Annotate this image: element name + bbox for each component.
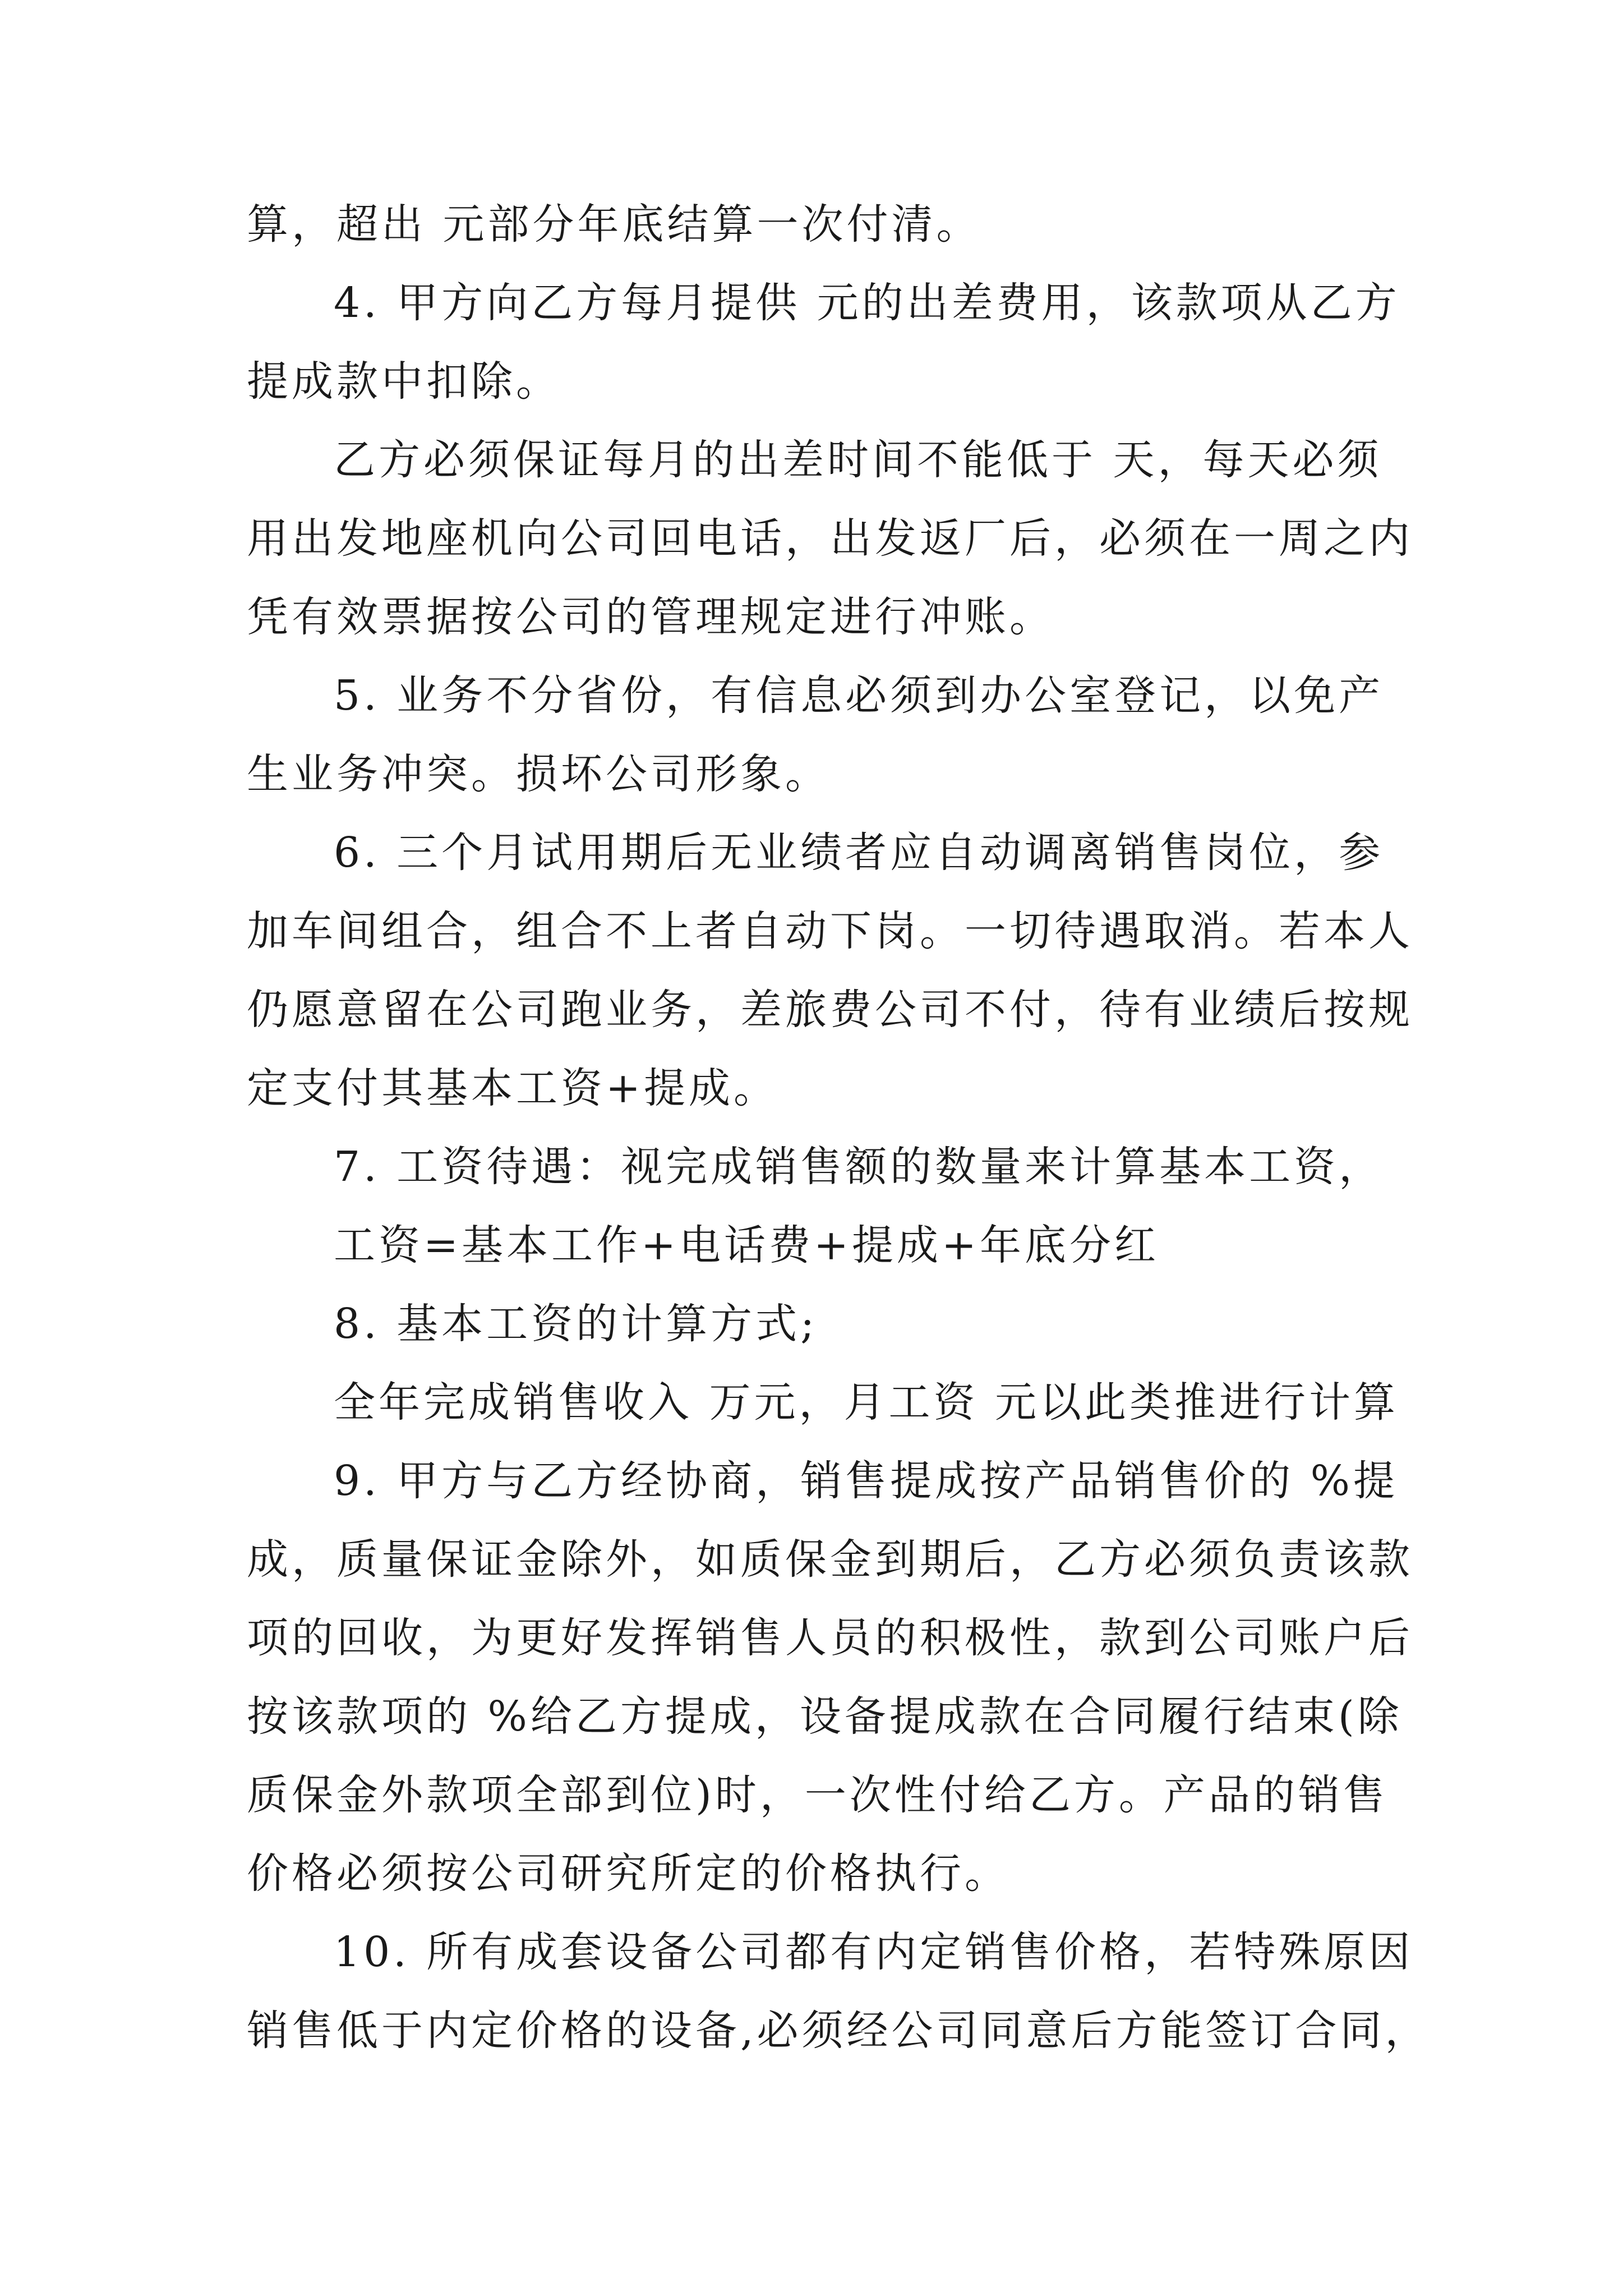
text-line: 价格必须按公司研究所定的价格执行。 xyxy=(247,1849,1009,1898)
text-line: 5. 业务不分省份，有信息必须到办公室登记，以免产 xyxy=(334,671,1384,720)
text-line: 8. 基本工资的计算方式; xyxy=(334,1300,818,1348)
text-line: 10. 所有成套设备公司都有内定销售价格，若特殊原因 xyxy=(334,1928,1414,1976)
text-line: 销售低于内定价格的设备,必须经公司同意后方能签订合同， xyxy=(247,2007,1430,2055)
text-line: 凭有效票据按公司的管理规定进行冲账。 xyxy=(247,593,1054,641)
text-line: 加车间组合，组合不上者自动下岗。一切待遇取消。若本人 xyxy=(247,907,1413,955)
text-line: 仍愿意留在公司跑业务，差旅费公司不付，待有业绩后按规 xyxy=(247,986,1413,1034)
text-line: 6. 三个月试用期后无业绩者应自动调离销售岗位，参 xyxy=(334,829,1384,877)
text-line: 生业务冲突。损坏公司形象。 xyxy=(247,750,830,798)
text-line: 算，超出 元部分年底结算一次付清。 xyxy=(247,200,981,249)
text-line: 乙方必须保证每月的出差时间不能低于 天，每天必须 xyxy=(334,436,1382,484)
text-line: 用出发地座机向公司回电话，出发返厂后，必须在一周之内 xyxy=(247,514,1413,563)
text-line: 全年完成销售收入 万元，月工资 元以此类推进行计算 xyxy=(334,1378,1399,1427)
text-line: 定支付其基本工资+提成。 xyxy=(247,1064,779,1112)
text-line: 成，质量保证金除外，如质保金到期后，乙方必须负责该款 xyxy=(247,1535,1413,1584)
text-line: 4. 甲方向乙方每月提供 元的出差费用，该款项从乙方 xyxy=(334,279,1400,327)
text-line: 工资=基本工作+电话费+提成+年底分红 xyxy=(334,1221,1160,1269)
text-line: 按该款项的 %给乙方提成，设备提成款在合同履行结束(除 xyxy=(247,1692,1403,1741)
text-line: 7. 工资待遇：视完成销售额的数量来计算基本工资， xyxy=(334,1143,1384,1191)
text-line: 项的回收，为更好发挥销售人员的积极性，款到公司账户后 xyxy=(247,1614,1413,1662)
document-body xyxy=(247,185,1430,2070)
text-line: 9. 甲方与乙方经协商，销售提成按产品销售价的 %提 xyxy=(334,1457,1398,1505)
text-line: 质保金外款项全部到位)时，一次性付给乙方。产品的销售 xyxy=(247,1771,1388,1819)
text-line: 提成款中扣除。 xyxy=(247,357,561,406)
